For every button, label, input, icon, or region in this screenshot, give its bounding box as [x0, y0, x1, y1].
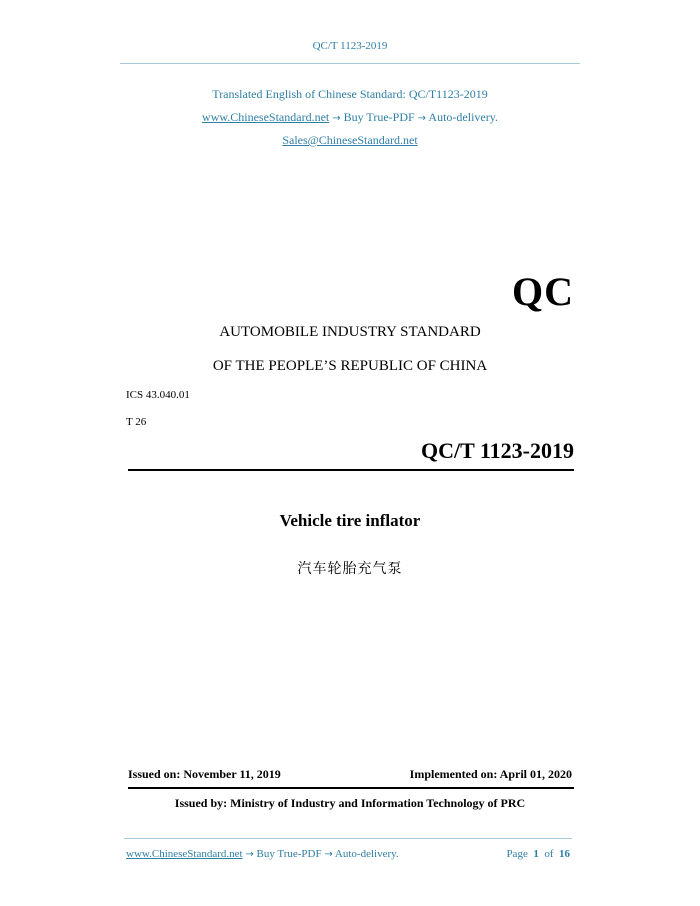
- ics-code: ICS 43.040.01: [126, 389, 190, 401]
- of-word: of: [544, 848, 554, 860]
- header-divider: [120, 63, 580, 64]
- page-current: 1: [533, 848, 539, 860]
- page-total: 16: [559, 848, 570, 860]
- arrow-right-icon: →: [245, 849, 254, 860]
- standard-number-divider: [128, 469, 574, 471]
- sales-line: [0, 133, 700, 148]
- header-standard-code: QC/T 1123-2019: [312, 40, 388, 52]
- arrow-right-icon: →: [332, 113, 341, 124]
- document-title-english: Vehicle tire inflator: [279, 511, 421, 530]
- issue-divider: [128, 787, 574, 789]
- sales-email-link[interactable]: Sales@ChineseStandard.net: [282, 133, 418, 147]
- classification-code: T 26: [126, 416, 147, 428]
- standard-category-line1: AUTOMOBILE INDUSTRY STANDARD: [219, 324, 481, 340]
- footer-divider: [124, 838, 572, 839]
- purchase-line: [0, 110, 700, 125]
- buy-text: Buy True-PDF: [343, 110, 415, 124]
- footer-site-link[interactable]: www.ChineseStandard.net: [126, 848, 243, 860]
- footer-buy-text: Buy True-PDF: [256, 848, 322, 860]
- page-word: Page: [506, 848, 528, 860]
- page-indicator: [506, 848, 570, 860]
- qc-mark: QC: [512, 269, 574, 314]
- footer-purchase-line: [126, 848, 399, 860]
- site-link[interactable]: www.ChineseStandard.net: [202, 110, 330, 124]
- standard-number: QC/T 1123-2019: [420, 438, 574, 463]
- translation-note: Translated English of Chinese Standard: QC/T1123-2019: [212, 87, 488, 101]
- footer-delivery-text: Auto-delivery.: [334, 848, 399, 860]
- issued-on-date: Issued on: November 11, 2019: [128, 767, 281, 781]
- delivery-text: Auto-delivery.: [428, 110, 498, 124]
- document-title-chinese: 汽车轮胎充气泵: [297, 561, 403, 577]
- implemented-on-date: Implemented on: April 01, 2020: [409, 767, 572, 781]
- arrow-right-icon: →: [417, 113, 427, 124]
- standard-category-line2: OF THE PEOPLE’S REPUBLIC OF CHINA: [212, 358, 488, 374]
- arrow-right-icon: →: [324, 849, 333, 860]
- issuing-authority: Issued by: Ministry of Industry and Information Technology of PRC: [174, 796, 526, 810]
